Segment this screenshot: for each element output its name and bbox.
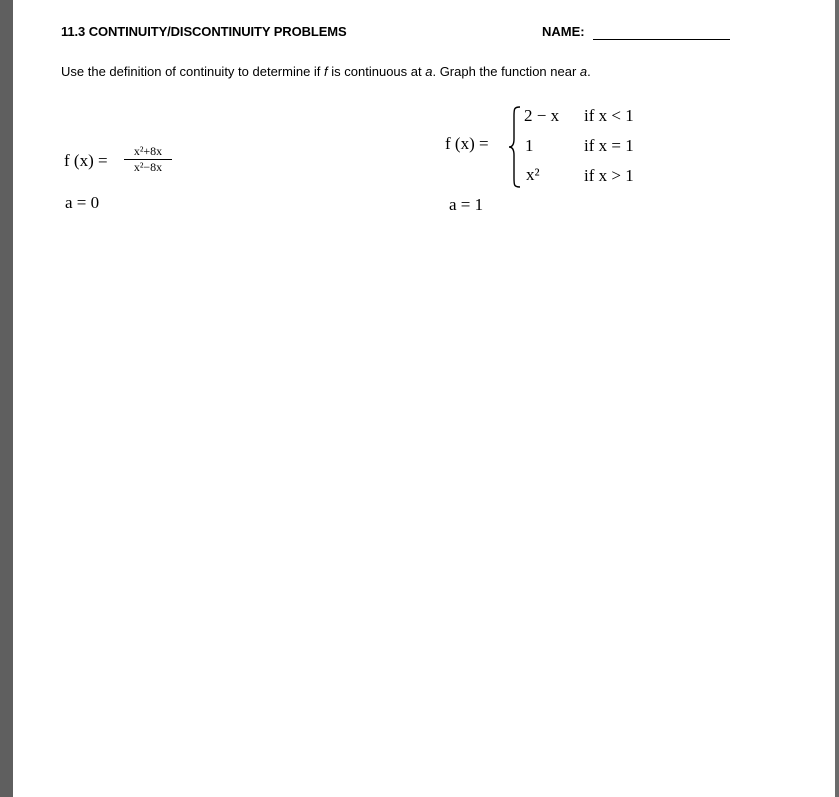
problem2-function-lhs: f (x) = <box>445 134 489 153</box>
page-edge-shadow <box>835 0 839 797</box>
name-blank-line <box>593 39 730 40</box>
instructions-text-1: Use the definition of continuity to determine if <box>61 64 325 79</box>
left-brace <box>508 106 522 188</box>
problem1-point: a = 0 <box>65 193 100 212</box>
problem1-numerator: x²+8x <box>133 144 163 158</box>
problem1-fraction <box>124 145 172 174</box>
case-2-expression: 1 <box>525 136 534 155</box>
instructions-f: f <box>324 64 328 79</box>
problem2-point: a = 1 <box>449 195 484 214</box>
worksheet-page <box>13 0 835 797</box>
instructions-a2: a <box>579 64 588 79</box>
instructions-text-4: . <box>587 64 591 79</box>
case-3-expression: x² <box>526 165 540 184</box>
instructions-text-3: . Graph the function near <box>432 64 580 79</box>
problem1-function-lhs: f (x) = <box>64 151 108 170</box>
case-2-condition: if x = 1 <box>584 136 634 155</box>
instructions-a: a <box>425 64 433 79</box>
worksheet-title: 11.3 CONTINUITY/DISCONTINUITY PROBLEMS <box>61 24 347 39</box>
problem1-denominator: x²−8x <box>133 160 163 174</box>
case-1-condition: if x < 1 <box>584 106 634 125</box>
case-1-expression: 2 − x <box>524 106 560 125</box>
name-label: NAME: <box>542 24 585 39</box>
case-3-condition: if x > 1 <box>584 166 634 185</box>
instructions <box>61 64 591 79</box>
instructions-text-2: is continuous at <box>327 64 426 79</box>
